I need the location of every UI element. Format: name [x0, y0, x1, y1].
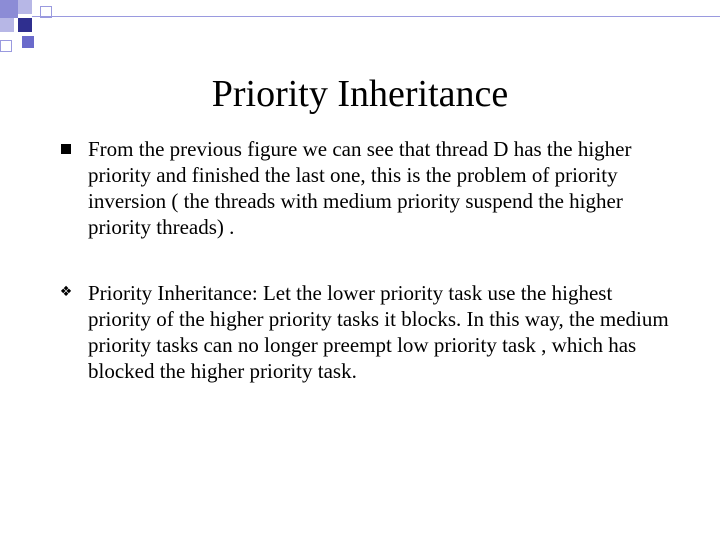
decorative-square	[0, 18, 14, 32]
bullet-list	[60, 136, 670, 384]
decorative-square	[0, 40, 12, 52]
bullet-text: Priority Inheritance: Let the lower priority task use the highest priority of the higher priority tasks it blocks. In this way, the medium priority tasks can no longer preempt low priority task , which has blocked the higher priority task.	[88, 281, 669, 383]
square-bullet-icon	[60, 141, 72, 155]
diamond-bullet-icon: ❖	[59, 284, 73, 300]
decorative-square	[0, 0, 18, 18]
bullet-item	[60, 280, 670, 384]
top-rule	[32, 16, 720, 17]
bullet-item	[60, 136, 670, 240]
bullet-text: From the previous figure we can see that thread D has the higher priority and finished the last one, this is the problem of priority inversion ( the threads with medium priority suspend the higher priority threads) .	[88, 137, 632, 239]
decorative-square	[18, 0, 32, 14]
decorative-square	[22, 36, 34, 48]
corner-decoration	[0, 0, 80, 48]
decorative-square	[18, 18, 32, 32]
slide-title: Priority Inheritance	[211, 73, 509, 115]
